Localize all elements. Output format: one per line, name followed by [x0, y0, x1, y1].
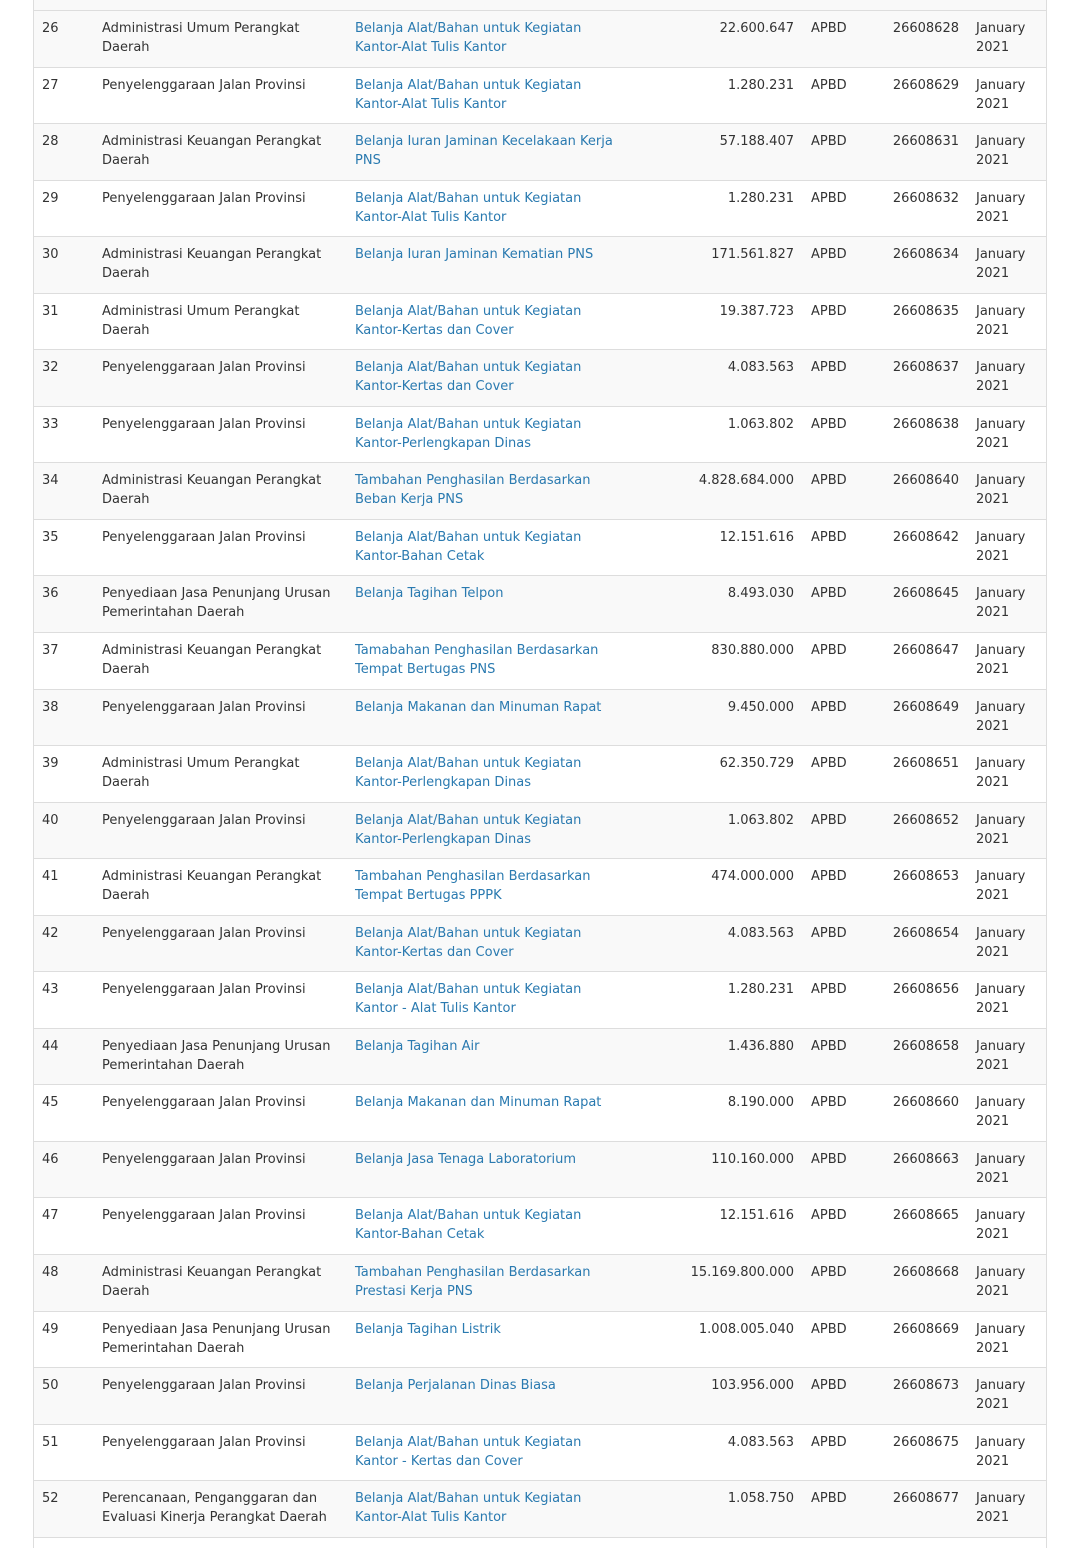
- program-cell: Penyelenggaraan Jalan Provinsi: [102, 1095, 306, 1111]
- fund-source-cell: APBD: [811, 982, 847, 998]
- amount-cell: 4.083.563: [727, 1434, 794, 1450]
- table-row: [34, 1198, 1046, 1255]
- period-cell: January 2021: [976, 1208, 1026, 1243]
- amount-cell: 103.956.000: [711, 1378, 794, 1394]
- table-row: [34, 1029, 1046, 1086]
- program-cell: Penyelenggaraan Jalan Provinsi: [102, 1434, 306, 1450]
- description-link[interactable]: Belanja Tagihan Air: [355, 1038, 480, 1054]
- program-cell: Penyelenggaraan Jalan Provinsi: [102, 1151, 306, 1167]
- fund-source-cell: APBD: [811, 812, 847, 828]
- table-row: [34, 407, 1046, 464]
- fund-source-cell: APBD: [811, 134, 847, 150]
- program-cell: Penyelenggaraan Jalan Provinsi: [102, 699, 306, 715]
- period-cell: January 2021: [976, 1321, 1026, 1356]
- code-cell: 26608631: [892, 134, 959, 150]
- code-cell: 26608665: [892, 1208, 959, 1224]
- description-link[interactable]: Belanja Alat/Bahan untuk Kegiatan Kantor-Alat Tulis Kantor: [355, 1491, 582, 1526]
- row-number-cell: 46: [42, 1151, 59, 1167]
- program-cell: Administrasi Keuangan Perangkat Daerah: [102, 1265, 322, 1300]
- period-cell: January 2021: [976, 982, 1026, 1017]
- program-cell: Administrasi Umum Perangkat Daerah: [102, 756, 300, 791]
- code-cell: 26608677: [892, 1491, 959, 1507]
- fund-source-cell: APBD: [811, 586, 847, 602]
- row-number-cell: 34: [42, 473, 59, 489]
- table-row: [34, 68, 1046, 125]
- row-number-cell: 48: [42, 1265, 59, 1281]
- code-cell: 26608654: [892, 925, 959, 941]
- code-cell: 26608669: [892, 1321, 959, 1337]
- code-cell: 26608668: [892, 1265, 959, 1281]
- amount-cell: 4.083.563: [727, 925, 794, 941]
- code-cell: 26608652: [892, 812, 959, 828]
- description-link[interactable]: Belanja Jasa Tenaga Laboratorium: [355, 1151, 577, 1167]
- description-link[interactable]: Tambahan Penghasilan Berdasarkan Tempat Bertugas PPPK: [355, 869, 591, 904]
- program-cell: Administrasi Keuangan Perangkat Daerah: [102, 473, 322, 508]
- amount-cell: 1.063.802: [727, 812, 794, 828]
- period-cell: January 2021: [976, 303, 1026, 338]
- row-number-cell: 41: [42, 869, 59, 885]
- row-number-cell: 36: [42, 586, 59, 602]
- period-cell: January 2021: [976, 360, 1026, 395]
- code-cell: 26608653: [892, 869, 959, 885]
- description-link[interactable]: Belanja Alat/Bahan untuk Kegiatan Kantor-Kertas dan Cover: [355, 360, 582, 395]
- period-cell: January 2021: [976, 643, 1026, 678]
- row-number-cell: 30: [42, 247, 59, 263]
- description-link[interactable]: Belanja Alat/Bahan untuk Kegiatan Kantor - Kertas dan Cover: [355, 1434, 582, 1469]
- program-cell: Penyediaan Jasa Penunjang Urusan Pemerintahan Daerah: [102, 1038, 331, 1073]
- amount-cell: 22.600.647: [719, 21, 794, 36]
- table-row: [34, 1481, 1046, 1538]
- code-cell: 26608675: [892, 1434, 959, 1450]
- table-row: [34, 803, 1046, 860]
- period-cell: January 2021: [976, 586, 1026, 621]
- description-link[interactable]: Belanja Alat/Bahan untuk Kegiatan Kantor - Alat Tulis Kantor: [355, 982, 582, 1017]
- description-link[interactable]: Belanja Tagihan Telpon: [355, 586, 504, 602]
- table-row: [34, 294, 1046, 351]
- code-cell: 26608629: [892, 77, 959, 93]
- table-row: [34, 463, 1046, 520]
- description-link[interactable]: Belanja Iuran Jaminan Kecelakaan Kerja PNS: [355, 134, 613, 169]
- code-cell: 26608647: [892, 643, 959, 659]
- fund-source-cell: APBD: [811, 1491, 847, 1507]
- amount-cell: 12.151.616: [719, 1208, 794, 1224]
- amount-cell: 8.190.000: [727, 1095, 794, 1111]
- program-cell: Penyelenggaraan Jalan Provinsi: [102, 925, 306, 941]
- row-number-cell: 50: [42, 1378, 59, 1394]
- fund-source-cell: APBD: [811, 1095, 847, 1111]
- amount-cell: 12.151.616: [719, 529, 794, 545]
- program-cell: Administrasi Keuangan Perangkat Daerah: [102, 134, 322, 169]
- data-table: [33, 0, 1047, 1548]
- code-cell: 26608637: [892, 360, 959, 376]
- description-link[interactable]: Belanja Alat/Bahan untuk Kegiatan Kantor-Bahan Cetak: [355, 529, 582, 564]
- period-cell: January 2021: [976, 1491, 1026, 1526]
- code-cell: 26608651: [892, 756, 959, 772]
- table-row: [34, 1255, 1046, 1312]
- period-cell: January 2021: [976, 473, 1026, 508]
- program-cell: Penyelenggaraan Jalan Provinsi: [102, 1208, 306, 1224]
- fund-source-cell: APBD: [811, 925, 847, 941]
- row-number-cell: 39: [42, 756, 59, 772]
- table-row: [34, 1085, 1046, 1142]
- period-cell: January 2021: [976, 1265, 1026, 1300]
- fund-source-cell: APBD: [811, 643, 847, 659]
- program-cell: Penyelenggaraan Jalan Provinsi: [102, 982, 306, 998]
- row-number-cell: 38: [42, 699, 59, 715]
- amount-cell: 9.450.000: [727, 699, 794, 715]
- program-cell: Administrasi Keuangan Perangkat Daerah: [102, 643, 322, 678]
- code-cell: 26608634: [892, 247, 959, 263]
- code-cell: 26608673: [892, 1378, 959, 1394]
- description-link[interactable]: Belanja Alat/Bahan untuk Kegiatan Kantor-Alat Tulis Kantor: [355, 21, 582, 55]
- description-link[interactable]: Belanja Alat/Bahan untuk Kegiatan Kantor-Perlengkapan Dinas: [355, 812, 582, 847]
- amount-cell: 19.387.723: [719, 303, 794, 319]
- amount-cell: 57.188.407: [719, 134, 794, 150]
- fund-source-cell: APBD: [811, 21, 847, 36]
- row-number-cell: 42: [42, 925, 59, 941]
- row-number-cell: 37: [42, 643, 59, 659]
- row-number-cell: 28: [42, 134, 59, 150]
- period-cell: January 2021: [976, 699, 1026, 734]
- row-number-cell: 44: [42, 1038, 59, 1054]
- period-cell: January 2021: [976, 1378, 1026, 1413]
- table-row: [34, 237, 1046, 294]
- fund-source-cell: APBD: [811, 1321, 847, 1337]
- row-number-cell: 51: [42, 1434, 59, 1450]
- code-cell: 26608628: [892, 21, 959, 36]
- amount-cell: 474.000.000: [711, 869, 794, 885]
- table-row: [34, 520, 1046, 577]
- description-link[interactable]: Belanja Alat/Bahan untuk Kegiatan Kantor-Kertas dan Cover: [355, 925, 582, 960]
- amount-cell: 1.058.750: [727, 1491, 794, 1507]
- code-cell: 26608660: [892, 1095, 959, 1111]
- period-cell: January 2021: [976, 1095, 1026, 1130]
- code-cell: 26608632: [892, 190, 959, 206]
- table-row: [34, 859, 1046, 916]
- row-number-cell: 27: [42, 77, 59, 93]
- description-link[interactable]: Tambahan Penghasilan Berdasarkan Beban Kerja PNS: [355, 473, 591, 508]
- row-number-cell: 43: [42, 982, 59, 998]
- fund-source-cell: APBD: [811, 529, 847, 545]
- fund-source-cell: APBD: [811, 303, 847, 319]
- row-number-cell: 52: [42, 1491, 59, 1507]
- table-row: [34, 1142, 1046, 1199]
- program-cell: Penyelenggaraan Jalan Provinsi: [102, 529, 306, 545]
- amount-cell: 1.063.802: [727, 416, 794, 432]
- table-row: [34, 633, 1046, 690]
- row-number-cell: 29: [42, 190, 59, 206]
- code-cell: 26608635: [892, 303, 959, 319]
- row-number-cell: 26: [42, 21, 59, 36]
- description-link[interactable]: Tambahan Penghasilan Berdasarkan Prestasi Kerja PNS: [355, 1265, 591, 1300]
- program-cell: Perencanaan, Penganggaran dan Evaluasi Kinerja Perangkat Daerah: [102, 1491, 327, 1526]
- fund-source-cell: APBD: [811, 699, 847, 715]
- fund-source-cell: APBD: [811, 190, 847, 206]
- table-row: [34, 972, 1046, 1029]
- period-cell: January 2021: [976, 21, 1026, 55]
- fund-source-cell: APBD: [811, 1434, 847, 1450]
- fund-source-cell: APBD: [811, 1378, 847, 1394]
- amount-cell: 830.880.000: [711, 643, 794, 659]
- program-cell: Administrasi Umum Perangkat Daerah: [102, 303, 300, 338]
- row-number-cell: 49: [42, 1321, 59, 1337]
- fund-source-cell: APBD: [811, 1265, 847, 1281]
- period-cell: January 2021: [976, 134, 1026, 169]
- description-link[interactable]: Belanja Perjalanan Dinas Biasa: [355, 1378, 556, 1394]
- description-link[interactable]: Belanja Alat/Bahan untuk Kegiatan Kantor-Perlengkapan Dinas: [355, 756, 582, 791]
- table-body: [34, 11, 1046, 1538]
- period-cell: January 2021: [976, 190, 1026, 225]
- period-cell: January 2021: [976, 247, 1026, 282]
- fund-source-cell: APBD: [811, 360, 847, 376]
- row-number-cell: 33: [42, 416, 59, 432]
- code-cell: 26608645: [892, 586, 959, 602]
- amount-cell: 1.436.880: [727, 1038, 794, 1054]
- amount-cell: 1.280.231: [727, 982, 794, 998]
- description-link[interactable]: Belanja Makanan dan Minuman Rapat: [355, 699, 602, 715]
- description-link[interactable]: Belanja Iuran Jaminan Kematian PNS: [355, 247, 594, 263]
- table-row: [34, 690, 1046, 747]
- amount-cell: 62.350.729: [719, 756, 794, 772]
- table-row: [34, 1312, 1046, 1369]
- fund-source-cell: APBD: [811, 416, 847, 432]
- program-cell: Penyelenggaraan Jalan Provinsi: [102, 1378, 306, 1394]
- description-link[interactable]: Belanja Alat/Bahan untuk Kegiatan Kantor-Alat Tulis Kantor: [355, 190, 582, 225]
- table-row: [34, 11, 1046, 68]
- table-row: [34, 350, 1046, 407]
- amount-cell: 4.083.563: [727, 360, 794, 376]
- period-cell: January 2021: [976, 1151, 1026, 1186]
- program-cell: Administrasi Keuangan Perangkat Daerah: [102, 869, 322, 904]
- code-cell: 26608663: [892, 1151, 959, 1167]
- description-link[interactable]: Belanja Alat/Bahan untuk Kegiatan Kantor-Bahan Cetak: [355, 1208, 582, 1243]
- table-row: [34, 181, 1046, 238]
- row-number-cell: 31: [42, 303, 59, 319]
- description-link[interactable]: Belanja Alat/Bahan untuk Kegiatan Kantor-Perlengkapan Dinas: [355, 416, 582, 451]
- program-cell: Administrasi Keuangan Perangkat Daerah: [102, 247, 322, 282]
- code-cell: 26608638: [892, 416, 959, 432]
- description-link[interactable]: Belanja Makanan dan Minuman Rapat: [355, 1095, 602, 1111]
- amount-cell: 1.280.231: [727, 190, 794, 206]
- row-number-cell: 35: [42, 529, 59, 545]
- period-cell: January 2021: [976, 756, 1026, 791]
- amount-cell: 171.561.827: [711, 247, 794, 263]
- table-row: [34, 1368, 1046, 1425]
- table-row: [34, 124, 1046, 181]
- fund-source-cell: APBD: [811, 77, 847, 93]
- fund-source-cell: APBD: [811, 1038, 847, 1054]
- period-cell: January 2021: [976, 416, 1026, 451]
- program-cell: Penyelenggaraan Jalan Provinsi: [102, 360, 306, 376]
- period-cell: January 2021: [976, 1434, 1026, 1469]
- fund-source-cell: APBD: [811, 247, 847, 263]
- row-number-cell: 47: [42, 1208, 59, 1224]
- table-row: [34, 576, 1046, 633]
- fund-source-cell: APBD: [811, 1151, 847, 1167]
- program-cell: Penyelenggaraan Jalan Provinsi: [102, 812, 306, 828]
- period-cell: January 2021: [976, 925, 1026, 960]
- period-cell: January 2021: [976, 529, 1026, 564]
- amount-cell: 15.169.800.000: [690, 1265, 794, 1281]
- description-link[interactable]: Tamabahan Penghasilan Berdasarkan Tempat Bertugas PNS: [355, 643, 599, 678]
- period-cell: January 2021: [976, 812, 1026, 847]
- program-cell: Administrasi Umum Perangkat Daerah: [102, 21, 300, 55]
- code-cell: 26608642: [892, 529, 959, 545]
- description-link[interactable]: Belanja Alat/Bahan untuk Kegiatan Kantor-Alat Tulis Kantor: [355, 77, 582, 112]
- period-cell: January 2021: [976, 869, 1026, 904]
- code-cell: 26608656: [892, 982, 959, 998]
- table-row: [34, 1425, 1046, 1482]
- row-number-cell: 32: [42, 360, 59, 376]
- previous-row-edge: [34, 0, 1046, 11]
- table-row: [34, 916, 1046, 973]
- code-cell: 26608658: [892, 1038, 959, 1054]
- table-row: [34, 746, 1046, 803]
- fund-source-cell: APBD: [811, 1208, 847, 1224]
- program-cell: Penyelenggaraan Jalan Provinsi: [102, 416, 306, 432]
- fund-source-cell: APBD: [811, 473, 847, 489]
- period-cell: January 2021: [976, 1038, 1026, 1073]
- program-cell: Penyediaan Jasa Penunjang Urusan Pemerintahan Daerah: [102, 1321, 331, 1356]
- amount-cell: 1.280.231: [727, 77, 794, 93]
- period-cell: January 2021: [976, 77, 1026, 112]
- program-cell: Penyelenggaraan Jalan Provinsi: [102, 77, 306, 93]
- program-cell: Penyelenggaraan Jalan Provinsi: [102, 190, 306, 206]
- amount-cell: 1.008.005.040: [698, 1321, 794, 1337]
- amount-cell: 8.493.030: [727, 586, 794, 602]
- program-cell: Penyediaan Jasa Penunjang Urusan Pemerintahan Daerah: [102, 586, 331, 621]
- fund-source-cell: APBD: [811, 756, 847, 772]
- code-cell: 26608640: [892, 473, 959, 489]
- amount-cell: 110.160.000: [711, 1151, 794, 1167]
- description-link[interactable]: Belanja Alat/Bahan untuk Kegiatan Kantor-Kertas dan Cover: [355, 303, 582, 338]
- amount-cell: 4.828.684.000: [698, 473, 794, 489]
- description-link[interactable]: Belanja Tagihan Listrik: [355, 1321, 501, 1337]
- row-number-cell: 45: [42, 1095, 59, 1111]
- fund-source-cell: APBD: [811, 869, 847, 885]
- code-cell: 26608649: [892, 699, 959, 715]
- row-number-cell: 40: [42, 812, 59, 828]
